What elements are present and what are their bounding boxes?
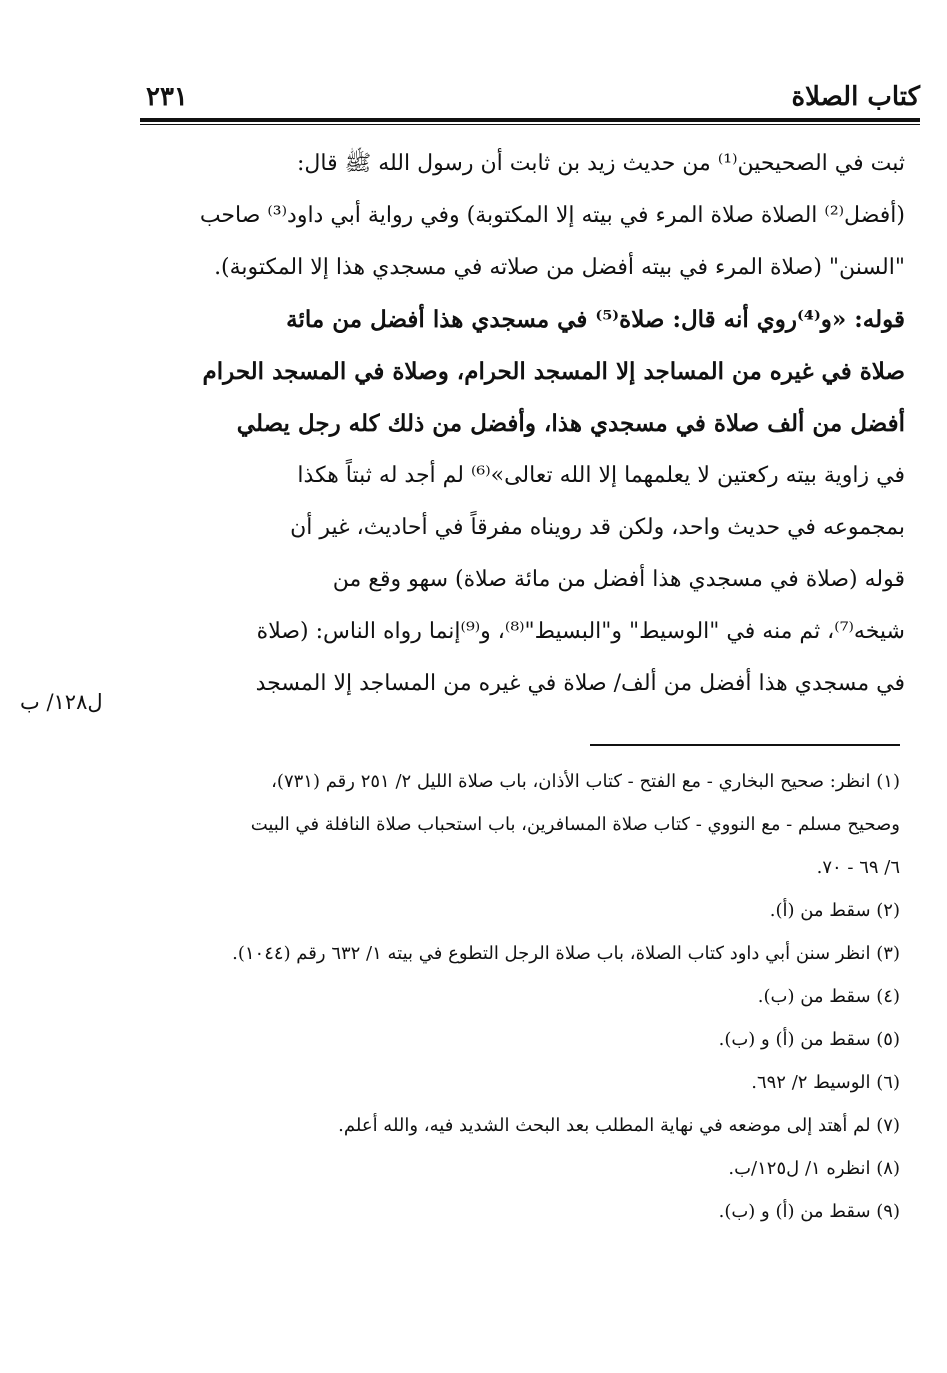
header-rule-thin [140, 124, 920, 125]
header-rule-thick [140, 118, 920, 122]
footnote-line: (٤) سقط من (ب). [757, 986, 900, 1007]
main-text [145, 138, 905, 710]
text-line: قوله (صلاة في مسجدي هذا أفضل من مائة صلاة) سهو وقع من [332, 567, 905, 592]
footnote-line: (٩) سقط من (أ) و (ب). [718, 1201, 900, 1222]
page-number: ٢٣١ [146, 82, 188, 112]
text-line: في مسجدي هذا أفضل من ألف/ صلاة في غيره من المساجد إلا المسجد [255, 671, 905, 696]
text-line-bold: قوله: «و⁽⁴⁾روي أنه قال: صلاة⁽⁵⁾ في مسجدي هذا أفضل من مائة [286, 306, 905, 333]
text-line: شيخه⁽⁷⁾، ثم منه في "الوسيط" و"البسيط"⁽⁸⁾، و⁽⁹⁾إنما رواه الناس: (صلاة [256, 619, 905, 644]
footnote-line: (١) انظر: صحيح البخاري - مع الفتح - كتاب الأذان، باب صلاة الليل ٢/ ٢٥١ رقم (٧٣١)، [271, 771, 900, 792]
footnote-line: (٥) سقط من (أ) و (ب). [718, 1029, 900, 1050]
text-line: "السنن" (صلاة المرء في بيته أفضل من صلاته في مسجدي هذا إلا المكتوبة). [214, 255, 905, 280]
running-title: كتاب الصلاة [791, 82, 920, 112]
text-line: ثبت في الصحيحين⁽¹⁾ من حديث زيد بن ثابت أن رسول الله ﷺ قال: [297, 151, 905, 176]
footnote-line: ٦/ ٦٩ - ٧٠. [816, 857, 900, 878]
footnote-line: (٧) لم أهتد إلى موضعه في نهاية المطلب بعد البحث الشديد فيه، والله أعلم. [338, 1115, 900, 1136]
footnote-separator [590, 744, 900, 746]
text-line-bold: أفضل من ألف صلاة في مسجدي هذا، وأفضل من ذلك كله رجل يصلي [236, 410, 905, 437]
footnote-line: (٨) انظره ١/ ل١٢٥/ب. [728, 1158, 900, 1179]
footnote-line: (٣) انظر سنن أبي داود كتاب الصلاة، باب صلاة الرجل التطوع في بيته ١/ ٦٣٢ رقم (١٠٤٤). [232, 943, 900, 964]
footnotes [140, 760, 900, 1233]
footnote-line: (٢) سقط من (أ). [769, 900, 900, 921]
text-line: في زاوية بيته ركعتين لا يعلمهما إلا الله تعالى»⁽⁶⁾ لم أجد له ثبتاً هكذا [297, 463, 905, 488]
footnote-line: وصحيح مسلم - مع النووي - كتاب صلاة المسافرين، باب استحباب صلاة النافلة في البيت [250, 814, 900, 835]
footnote-line: (٦) الوسيط ٢/ ٦٩٢. [751, 1072, 900, 1093]
text-line: (أفضل⁽²⁾ الصلاة صلاة المرء في بيته إلا المكتوبة) وفي رواية أبي داود⁽³⁾ صاحب [199, 203, 905, 228]
page-header [140, 78, 920, 114]
text-line-bold: صلاة في غيره من المساجد إلا المسجد الحرام، وصلاة في المسجد الحرام [202, 358, 905, 385]
manuscript-folio-note: ل١٢٨/ ب [20, 690, 103, 714]
text-line: بمجموعه في حديث واحد، ولكن قد رويناه مفرقاً في أحاديث، غير أن [290, 515, 905, 540]
